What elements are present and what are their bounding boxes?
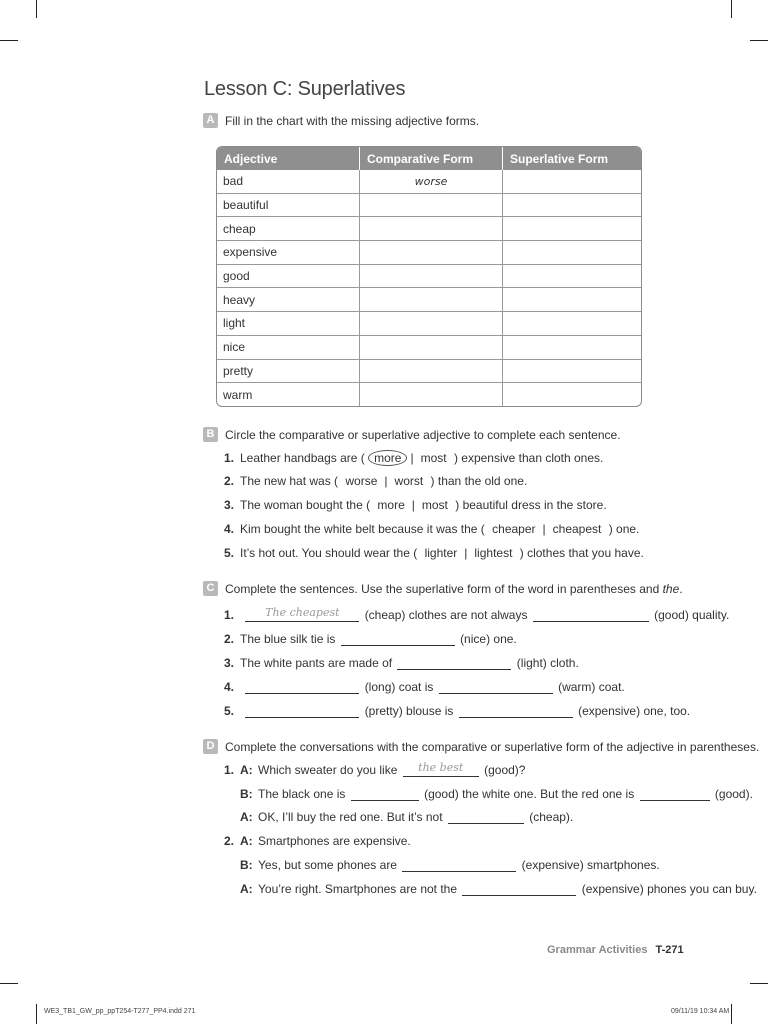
option[interactable]: lightest xyxy=(474,546,513,560)
exercise-item: 3. The woman bought the ( more | most ) beautiful dress in the store. xyxy=(224,498,607,512)
item-text: ) expensive than cloth ones. xyxy=(453,451,604,465)
adjective-cell: light xyxy=(217,311,360,335)
item-number: 4. xyxy=(224,522,235,536)
comparative-cell[interactable] xyxy=(360,287,503,311)
item-text: ) than the old one. xyxy=(430,474,528,488)
adjective-cell: expensive xyxy=(217,240,360,264)
item-number: 5. xyxy=(224,704,235,718)
option[interactable]: worse xyxy=(345,474,378,488)
superlative-cell[interactable] xyxy=(503,287,641,311)
item-text: (good) the white one. But the red one is xyxy=(424,787,635,801)
table-row xyxy=(217,170,641,193)
section-c-instruction xyxy=(203,581,683,596)
answer-blank[interactable] xyxy=(245,608,359,622)
exercise-item xyxy=(224,680,625,694)
comparative-cell[interactable] xyxy=(360,335,503,359)
exercise-item: 5. It’s hot out. You should wear the ( lighter | lightest ) clothes that you have. xyxy=(224,546,644,560)
table-row xyxy=(217,359,641,383)
comparative-cell[interactable] xyxy=(360,311,503,335)
exercise-item: 2. The new hat was ( worse | worst ) than the old one. xyxy=(224,474,528,488)
answer-blank[interactable] xyxy=(245,704,359,718)
item-text: ) clothes that you have. xyxy=(519,546,644,560)
item-text: (long) coat is xyxy=(364,680,434,694)
header-superlative: Superlative Form xyxy=(503,147,641,170)
item-number: 2. xyxy=(224,474,235,488)
answer-blank[interactable] xyxy=(403,763,479,777)
answer-blank[interactable] xyxy=(245,680,359,694)
header-comparative: Comparative Form xyxy=(360,147,503,170)
answer-blank[interactable] xyxy=(351,787,419,801)
section-a-instruction xyxy=(203,113,479,128)
comparative-cell[interactable] xyxy=(360,382,503,406)
adjective-cell: heavy xyxy=(217,287,360,311)
slug-filename: WE3_TB1_GW_pp_ppT254-T277_PP4.indd 271 xyxy=(44,1008,196,1015)
speaker-label: B: xyxy=(240,858,253,872)
comparative-cell[interactable] xyxy=(360,359,503,383)
superlative-cell[interactable] xyxy=(503,240,641,264)
page-title: Lesson C: Superlatives xyxy=(204,78,406,100)
crop-mark xyxy=(731,0,732,18)
speaker-label: B: xyxy=(240,787,253,801)
table-row xyxy=(217,264,641,288)
instruction-text: Circle the comparative or superlative adjective to complete each sentence. xyxy=(225,427,621,442)
crop-mark xyxy=(731,1004,732,1024)
section-badge: B xyxy=(203,427,218,442)
section-badge: C xyxy=(203,581,218,596)
item-text: The blue silk tie is xyxy=(240,632,336,646)
item-text: The woman bought the ( xyxy=(240,498,371,512)
dialogue-line xyxy=(224,763,525,777)
item-number: 1. xyxy=(224,763,235,777)
crop-mark xyxy=(0,40,18,41)
item-text: It’s hot out. You should wear the ( xyxy=(240,546,418,560)
superlative-cell[interactable] xyxy=(503,382,641,406)
answer-blank[interactable] xyxy=(459,704,573,718)
item-text: Smartphones are expensive. xyxy=(258,834,411,848)
section-badge: D xyxy=(203,739,218,754)
footer-section: Grammar Activities xyxy=(547,944,648,956)
speaker-label: A: xyxy=(240,763,253,777)
adjective-cell: cheap xyxy=(217,216,360,240)
adjective-cell: nice xyxy=(217,335,360,359)
item-text: The new hat was ( xyxy=(240,474,339,488)
comparative-cell[interactable] xyxy=(360,240,503,264)
table-row xyxy=(217,240,641,264)
crop-mark xyxy=(0,983,18,984)
item-text: ) one. xyxy=(608,522,640,536)
item-text: (warm) coat. xyxy=(558,680,625,694)
item-text: (cheap) clothes are not always xyxy=(364,608,528,622)
item-text: (cheap). xyxy=(529,810,574,824)
item-text: (nice) one. xyxy=(460,632,517,646)
table-row xyxy=(217,311,641,335)
section-badge: A xyxy=(203,113,218,128)
answer-blank[interactable] xyxy=(448,810,524,824)
speaker-label: A: xyxy=(240,834,253,848)
dialogue-line xyxy=(224,787,753,801)
item-number: 3. xyxy=(224,498,235,512)
crop-mark xyxy=(36,0,37,18)
item-text: Yes, but some phones are xyxy=(258,858,397,872)
answer-blank[interactable] xyxy=(462,882,576,896)
page-number: T-271 xyxy=(655,944,684,956)
comparative-cell[interactable] xyxy=(360,216,503,240)
dialogue-line xyxy=(224,810,573,824)
exercise-item: 4. Kim bought the white belt because it was the ( cheaper | cheapest ) one. xyxy=(224,522,640,536)
header-adjective: Adjective xyxy=(217,147,360,170)
item-number: 2. xyxy=(224,834,235,848)
section-b-instruction xyxy=(203,427,621,442)
adjective-cell: bad xyxy=(217,170,360,193)
item-text: The black one is xyxy=(258,787,346,801)
superlative-cell[interactable] xyxy=(503,264,641,288)
item-text: (good). xyxy=(714,787,753,801)
item-text: (pretty) blouse is xyxy=(364,704,454,718)
superlative-cell[interactable] xyxy=(503,311,641,335)
item-text: The white pants are made of xyxy=(240,656,393,670)
superlative-cell[interactable] xyxy=(503,335,641,359)
option[interactable]: lighter xyxy=(424,546,458,560)
comparative-cell[interactable] xyxy=(360,193,503,217)
item-text: Which sweater do you like xyxy=(258,763,398,777)
item-number: 5. xyxy=(224,546,235,560)
superlative-cell[interactable] xyxy=(503,170,641,193)
slug-timestamp: 09/11/19 10:34 AM xyxy=(671,1008,730,1015)
item-text: (expensive) one, too. xyxy=(578,704,691,718)
speaker-label: A: xyxy=(240,810,253,824)
dialogue-line xyxy=(224,882,757,896)
table-row xyxy=(217,335,641,359)
answer-blank[interactable] xyxy=(397,656,511,670)
crop-mark xyxy=(750,40,768,41)
item-text: (light) cloth. xyxy=(516,656,579,670)
item-text: (expensive) phones you can buy. xyxy=(581,882,757,896)
speaker-label: A: xyxy=(240,882,253,896)
adjective-cell: warm xyxy=(217,382,360,406)
item-number: 2. xyxy=(224,632,235,646)
item-text: Kim bought the white belt because it was the ( xyxy=(240,522,485,536)
answer-blank[interactable] xyxy=(533,608,649,622)
superlative-cell[interactable] xyxy=(503,193,641,217)
item-text: Leather handbags are ( xyxy=(240,451,365,465)
superlative-cell[interactable] xyxy=(503,359,641,383)
dialogue-line xyxy=(224,858,660,872)
instruction-text: Complete the conversations with the comparative or superlative form of the adjective in parentheses. xyxy=(225,739,760,754)
table-row xyxy=(217,193,641,217)
superlative-cell[interactable] xyxy=(503,216,641,240)
page-footer xyxy=(547,944,684,956)
answer-blank[interactable] xyxy=(341,632,455,646)
table-row xyxy=(217,216,641,240)
option[interactable]: cheapest xyxy=(552,522,602,536)
answer-blank[interactable] xyxy=(439,680,553,694)
item-number: 4. xyxy=(224,680,235,694)
instruction-text: Complete the sentences. Use the superlative form of the word in parentheses and the. xyxy=(225,581,683,596)
option-circled[interactable]: more xyxy=(368,450,407,466)
section-d-instruction xyxy=(203,739,759,754)
option[interactable]: cheaper xyxy=(492,522,536,536)
exercise-item xyxy=(224,656,579,670)
option[interactable]: worst xyxy=(394,474,424,488)
option[interactable]: most xyxy=(421,498,448,512)
item-text: ) beautiful dress in the store. xyxy=(455,498,607,512)
exercise-item xyxy=(224,632,517,646)
option[interactable]: more xyxy=(377,498,405,512)
item-text: (good)? xyxy=(484,763,526,777)
crop-mark xyxy=(750,983,768,984)
adjective-cell: pretty xyxy=(217,359,360,383)
item-text: OK, I’ll buy the red one. But it’s not xyxy=(258,810,443,824)
answer-blank[interactable] xyxy=(402,858,516,872)
item-number: 1. xyxy=(224,451,235,465)
item-number: 3. xyxy=(224,656,235,670)
item-text: You’re right. Smartphones are not the xyxy=(258,882,458,896)
handwritten-answer: the best xyxy=(418,761,464,774)
table-row xyxy=(217,287,641,311)
table-row xyxy=(217,382,641,406)
adjective-chart xyxy=(216,146,642,407)
comparative-cell[interactable] xyxy=(360,264,503,288)
crop-mark xyxy=(36,1004,37,1024)
exercise-item xyxy=(224,704,690,718)
option[interactable]: most xyxy=(420,451,447,465)
comparative-cell[interactable]: worse xyxy=(360,170,503,193)
adjective-cell: beautiful xyxy=(217,193,360,217)
item-number: 1. xyxy=(224,608,235,622)
answer-blank[interactable] xyxy=(640,787,710,801)
dialogue-line xyxy=(224,834,411,848)
exercise-item: 1. Leather handbags are ( more | most ) expensive than cloth ones. xyxy=(224,451,604,465)
exercise-item xyxy=(224,608,729,622)
instruction-text: Fill in the chart with the missing adjective forms. xyxy=(225,113,480,128)
item-text: (good) quality. xyxy=(654,608,730,622)
adjective-cell: good xyxy=(217,264,360,288)
handwritten-answer: The cheapest xyxy=(265,606,340,619)
item-text: (expensive) smartphones. xyxy=(521,858,660,872)
